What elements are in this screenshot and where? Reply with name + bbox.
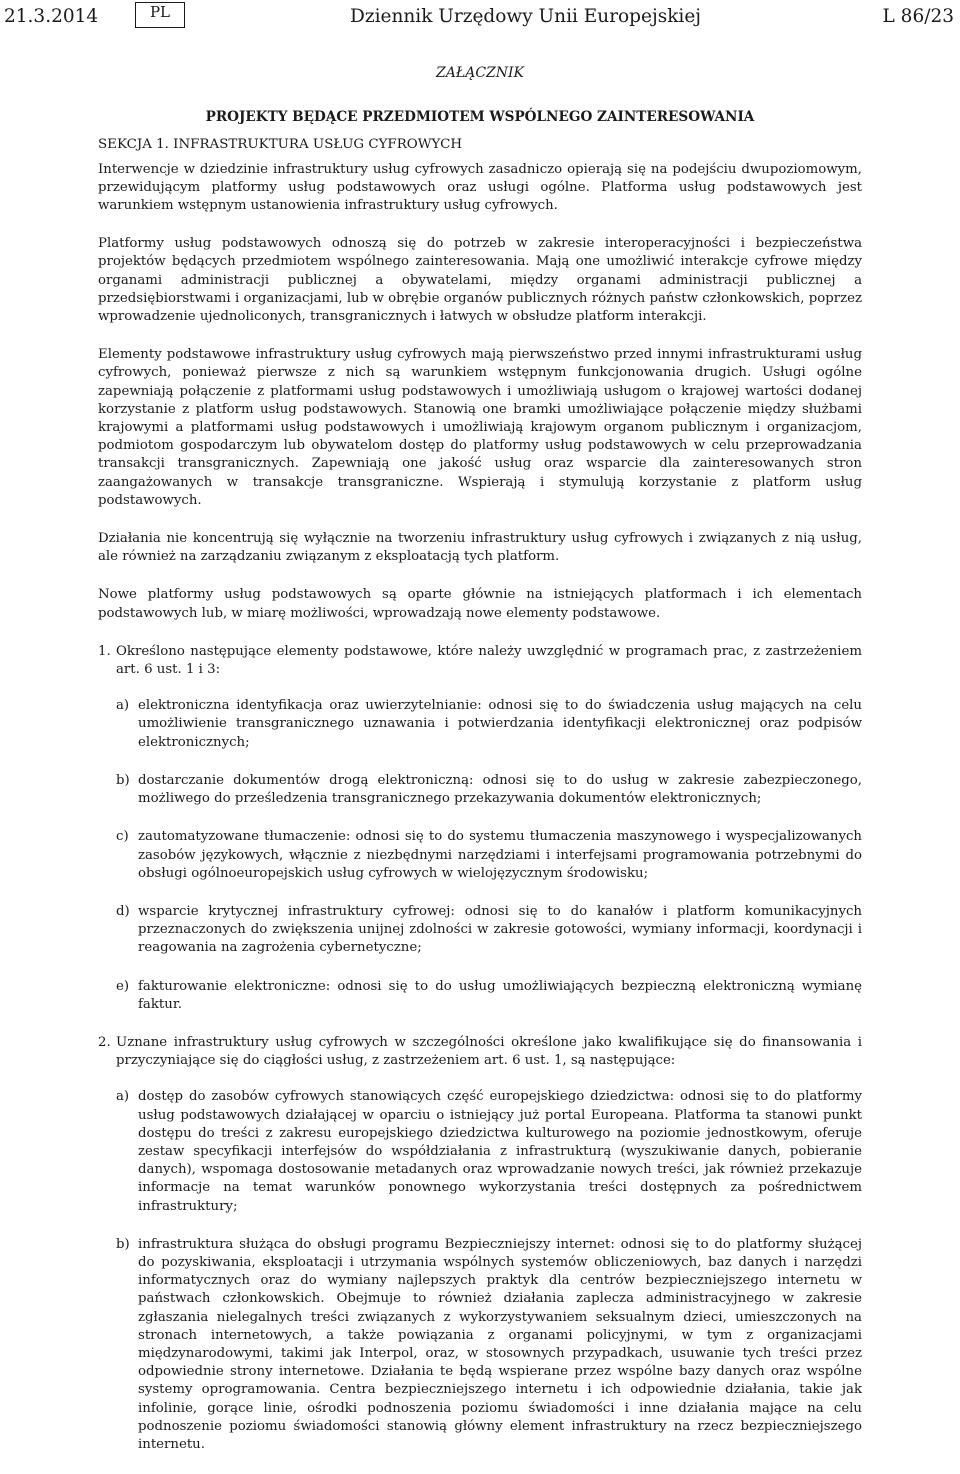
sub-item-text: infrastruktura służąca do obsługi programu Bezpieczniejszy internet: odnosi się to do platformy służącej do pozyskiwania, eksploatacji i utrzymania wspólnych systemów obliczeniowych, baz danych i narzędzi informatycznych oraz do wymiany najlepszych praktyk dla centrów bezpieczniejszego internetu w państwach członkowskich. Obejmuje to również działania zaplecza administracyjnego w zakresie zgłaszania nielegalnych treści związanych z wykorzystywaniem seksualnym dzieci, umieszczonych na stronach internetowych, a także powiązania z organami policyjnymi, w tym z organizacjami międzynarodowymi, takimi jak Interpol, oraz, w stosownych przypadkach, usuwanie tych treści przez odpowiednie strony internetowe. Działania te będą wspierane przez wspólne bazy danych oraz wspólne systemy oprogramowania. Centra bezpieczniejszego internetu i ich odpowiednie działania, takie jak infolinie, gorące linie, ośrodki podnoszenia poziomu świadomości i inne działania mające na celu podnoszenie poziomu świadomości stanowią główny element infrastruktury na rzecz bezpieczniejszego internetu. xyxy=(138,1236,862,1452)
publication-date: 21.3.2014 xyxy=(4,6,99,27)
numbered-item-1 xyxy=(98,643,862,679)
page-reference: L 86/23 xyxy=(882,6,954,27)
sub-item-label: c) xyxy=(116,829,129,845)
sub-item-label: e) xyxy=(116,978,130,994)
sub-item-label: b) xyxy=(116,772,130,788)
paragraph-1: Interwencje w dziedzinie infrastruktury usług cyfrowych zasadniczo opierają się na podejściu dwupoziomowym, przewidującym platformy usług podstawowych oraz usługi ogólne. Platforma usług podstawowych jest warunkiem wstępnym ustanowienia infrastruktury usług cyfrowych. xyxy=(98,161,862,214)
paragraph-4: Działania nie koncentrują się wyłącznie na tworzeniu infrastruktury usług cyfrowych i związanych z nią usług, ale również na zarządzaniu związanym z eksploatacją tych platform. xyxy=(98,531,862,565)
journal-title: Dziennik Urzędowy Unii Europejskiej xyxy=(350,6,702,27)
sub-item-text: elektroniczna identyfikacja oraz uwierzytelnianie: odnosi się to do świadczenia usług mających na celu umożliwienie transgranicznego uznawania i potwierdzania identyfikacji elektronicznej oraz podpisów elektronicznych; xyxy=(138,698,862,750)
sub-item-2b xyxy=(116,1236,862,1454)
sub-item-1e xyxy=(116,978,862,1014)
item-number: 2. xyxy=(98,1034,111,1050)
document-body xyxy=(98,64,862,1474)
sub-item-2a xyxy=(116,1088,862,1215)
item-text: Uznane infrastruktury usług cyfrowych w szczególności określone jako kwalifikujące się do finansowania i przyczyniające się do ciągłości usług, z zastrzeżeniem art. 6 ust. 1, są następujące: xyxy=(116,1034,862,1069)
journal-header xyxy=(0,2,960,32)
sub-item-1d xyxy=(116,903,862,958)
sub-item-label: a) xyxy=(116,1089,130,1105)
document-title: PROJEKTY BĘDĄCE PRZEDMIOTEM WSPÓLNEGO ZAINTERESOWANIA xyxy=(205,109,755,126)
section-heading: SEKCJA 1. INFRASTRUKTURA USŁUG CYFROWYCH xyxy=(98,137,463,153)
sub-item-label: d) xyxy=(116,903,130,919)
item-text: Określono następujące elementy podstawowe, które należy uwzględnić w programach prac, z zastrzeżeniem art. 6 ust. 1 i 3: xyxy=(116,643,862,678)
sub-item-text: fakturowanie elektroniczne: odnosi się to do usług umożliwiających bezpieczną elektroniczną wymianę faktur. xyxy=(138,978,862,1012)
numbered-item-2 xyxy=(98,1034,862,1070)
paragraph-5: Nowe platformy usług podstawowych są oparte głównie na istniejących platformach i ich elementach podstawowych lub, w miarę możliwości, wprowadzają nowe elementy podstawowe. xyxy=(98,587,862,621)
sub-item-text: wsparcie krytycznej infrastruktury cyfrowej: odnosi się to do kanałów i platform komunikacyjnych przeznaczonych do zwiększenia unijnej zdolności w zakresie gotowości, wymiany informacji, koordynacji i reagowania na zagrożenia cybernetyczne; xyxy=(138,903,862,956)
sub-item-label: b) xyxy=(116,1236,130,1252)
sub-item-text: dostęp do zasobów cyfrowych stanowiących część europejskiego dziedzictwa: odnosi się to do platformy usług podstawowych działającej w oparciu o istniejący już portal Europeana. Platforma ta stanowi punkt dostępu do treści z zakresu europejskiego dziedzictwa kulturowego na poziomie jednostkowym, oferuje zestaw specyfikacji interfejsów do współdziałania z infrastrukturą (wyszukiwanie danych, pobieranie danych), wspomaga dostosowanie metadanych oraz wprowadzanie nowych treści, jak również przekazuje informacje na temat warunków ponownego wykorzystania treści dostępnych za pośrednictwem infrastruktury; xyxy=(138,1089,862,1214)
sub-item-text: dostarczanie dokumentów drogą elektroniczną: odnosi się to do usług w zakresie zabezpieczonego, możliwego do prześledzenia transgranicznego przekazywania dokumentów elektronicznych; xyxy=(138,772,862,807)
sub-item-text: zautomatyzowane tłumaczenie: odnosi się to do systemu tłumaczenia maszynowego i wyspecjalizowanych zasobów językowych, włącznie z niezbędnymi narzędziami i interfejsami programowania potrzebnymi do obsługi ogólnoeuropejskich usług cyfrowych w wielojęzycznym środowisku; xyxy=(138,829,862,881)
sub-item-1a xyxy=(116,697,862,752)
sub-item-1b xyxy=(116,772,862,808)
paragraph-3: Elementy podstawowe infrastruktury usług cyfrowych mają pierwszeństwo przed innymi infrastrukturami usług cyfrowych, ponieważ pierwsze z nich są warunkiem wstępnym funkcjonowania drugich. Usługi ogólne zapewniają połączenie z platformami usług podstawowych i umożliwiają usługom o krajowej wartości dodanej korzystanie z platform usług podstawowych. Stanowią one bramki umożliwiające połączenie między służbami krajowymi a platformami usług podstawowych i umożliwiają krajowym organom publicznym i organizacjom, podmiotom gospodarczym lub obywatelom dostęp do platformy usług podstawowych w celu przeprowadzania transakcji transgranicznych. Zapewniają one jakość usług oraz wsparcie dla zainteresowanych stron zaangażowanych w transakcje transgraniczne. Wspierają i stymulują korzystanie z platform usług podstawowych. xyxy=(98,347,862,508)
paragraph-2: Platformy usług podstawowych odnoszą się do potrzeb w zakresie interoperacyjności i bezpieczeństwa projektów będących przedmiotem wspólnego zainteresowania. Mają one umożliwić interakcje cyfrowe między organami administracji publicznej a obywatelami, między organami administracji publicznej a przedsiębiorstwami i organizacjami, lub w obrębie organów publicznych różnych państw członkowskich, poprzez wprowadzenie ujednoliconych, transgranicznych i łatwych w obsłudze platform interakcji. xyxy=(98,236,862,325)
sub-item-1c xyxy=(116,828,862,883)
language-badge: PL xyxy=(135,2,185,28)
item-number: 1. xyxy=(98,643,111,659)
sub-item-label: a) xyxy=(116,698,130,714)
annex-label: ZAŁĄCZNIK xyxy=(436,65,524,81)
